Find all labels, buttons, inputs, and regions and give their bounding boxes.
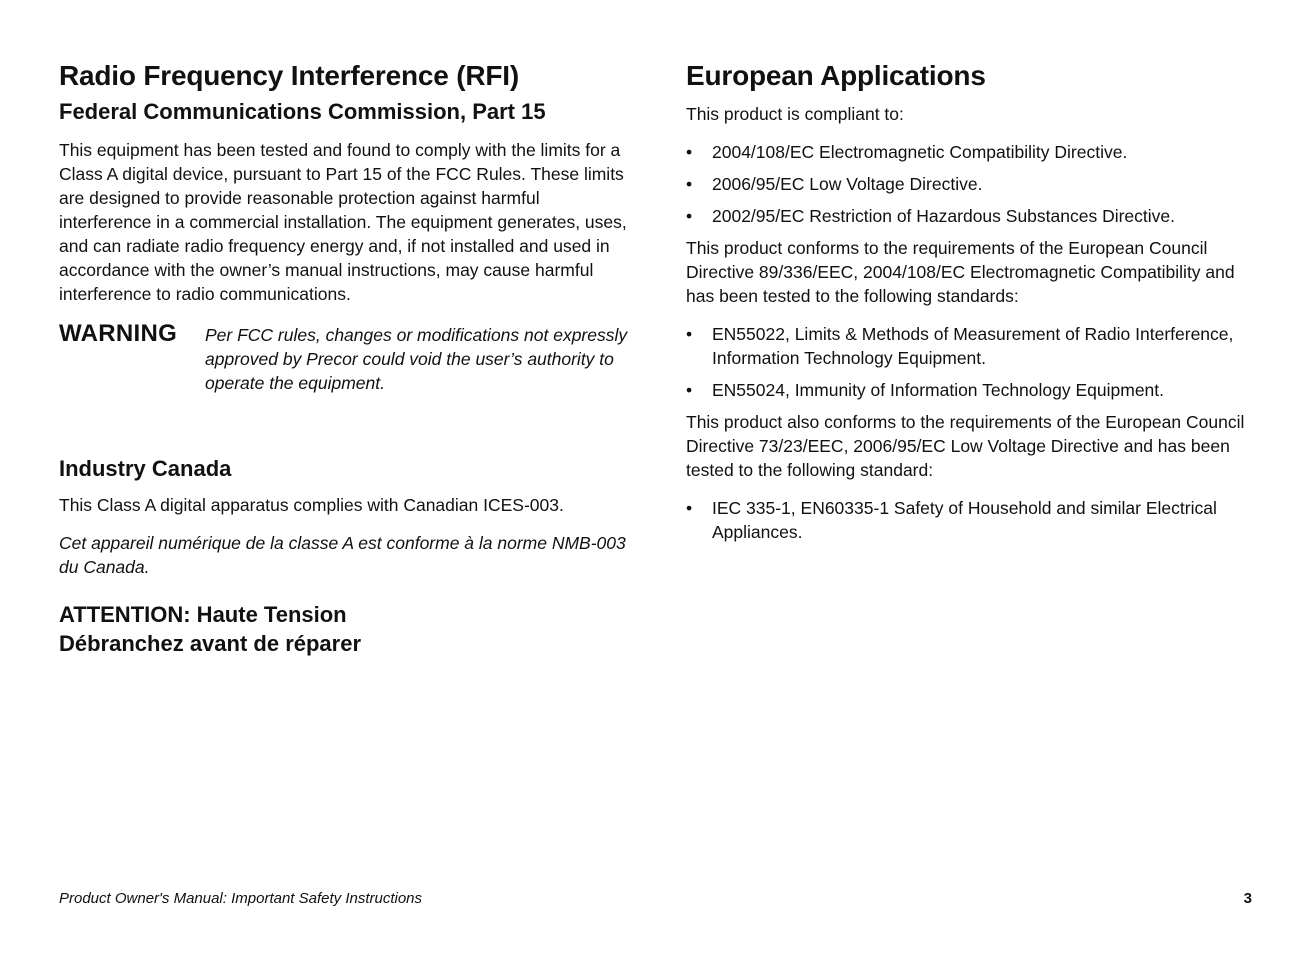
warning-block	[59, 320, 634, 395]
bullet: •	[686, 324, 693, 344]
bullet: •	[686, 206, 693, 226]
footer-title: Product Owner's Manual: Important Safety Instructions	[59, 890, 423, 907]
fcc-subtitle: Federal Communications Commission, Part 15	[59, 99, 546, 124]
directive-list	[686, 140, 1261, 228]
lvd-standards-list	[686, 496, 1261, 544]
european-title: European Applications	[686, 60, 986, 91]
fcc-paragraph: This equipment has been tested and found to comply with the limits for a Class A digital device, pursuant to Part 15 of the FCC Rules. These limits are designed to provide reasonable protection against harmful interference in a commercial installation. The equipment generates, uses, and can radiate radio frequency energy and, if not installed and used in accordance with the owner’s manual instructions, may cause harmful interference to radio communications.	[59, 140, 627, 304]
attention-line-1: ATTENTION: Haute Tension	[59, 602, 347, 627]
page-footer	[59, 890, 1252, 907]
rfi-title: Radio Frequency Interference (RFI)	[59, 60, 519, 91]
right-column	[686, 58, 1261, 552]
emc-paragraph: This product conforms to the requirements of the European Council Directive 89/336/EEC, 2004/108/EC Electromagnetic Compatibility and has been tested to the following standards:	[686, 238, 1235, 306]
page-number: 3	[1243, 890, 1252, 907]
canada-paragraph-french: Cet appareil numérique de la classe A est conforme à la norme NMB-003 du Canada.	[59, 533, 626, 577]
list-item: • EN55024, Immunity of Information Technology Equipment.	[686, 380, 1165, 400]
emc-standards-list	[686, 322, 1261, 402]
bullet: •	[686, 498, 693, 518]
industry-canada-heading: Industry Canada	[59, 456, 232, 481]
bullet: •	[686, 380, 693, 400]
bullet: •	[686, 174, 693, 194]
list-item: • 2004/108/EC Electromagnetic Compatibility Directive.	[686, 142, 1128, 162]
warning-label: WARNING	[59, 320, 178, 347]
left-column	[59, 58, 634, 668]
canada-paragraph: This Class A digital apparatus complies with Canadian ICES-003.	[59, 495, 564, 515]
list-item: • 2002/95/EC Restriction of Hazardous Substances Directive.	[686, 206, 1176, 226]
attention-line-2: Débranchez avant de réparer	[59, 631, 362, 656]
bullet: •	[686, 142, 693, 162]
list-item: • EN55022, Limits & Methods of Measurement of Radio Interference, Information Technology Equipment.	[686, 324, 1234, 368]
list-item: • IEC 335-1, EN60335-1 Safety of Household and similar Electrical Appliances.	[686, 498, 1217, 542]
lvd-paragraph: This product also conforms to the requirements of the European Council Directive 73/23/EEC, 2006/95/EC Low Voltage Directive and has been tested to the following standard:	[686, 412, 1245, 480]
list-item: • 2006/95/EC Low Voltage Directive.	[686, 174, 983, 194]
warning-text: Per FCC rules, changes or modifications not expressly approved by Precor could void the user’s authority to operate the equipment.	[205, 325, 628, 393]
compliance-intro: This product is compliant to:	[686, 104, 904, 124]
